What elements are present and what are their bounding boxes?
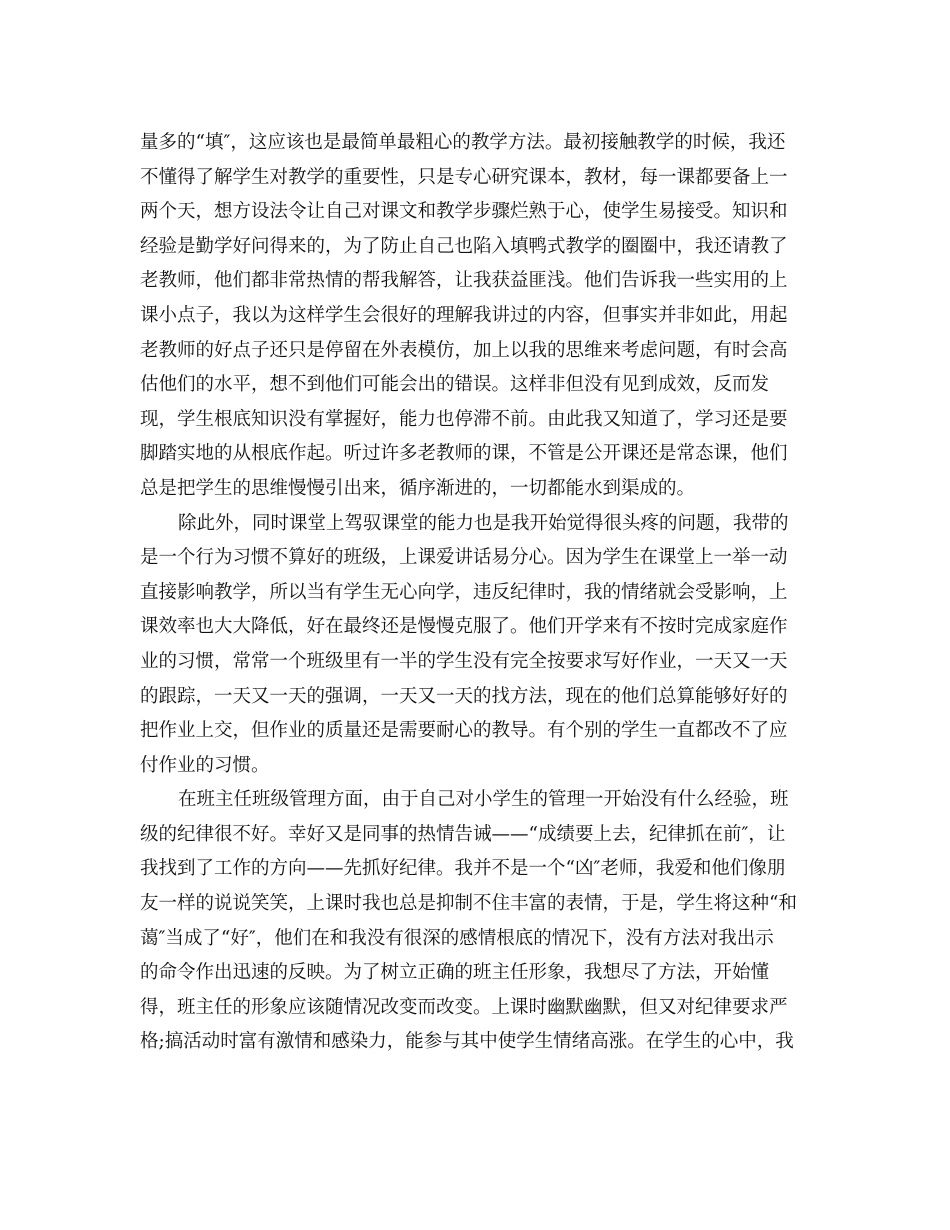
text-line: 的跟踪，一天又一天的强调，一天又一天的找方法，现在的他们总算能够好好的 <box>140 685 788 707</box>
text-line: 业的习惯，常常一个班级里有一半的学生没有完全按要求写好作业，一天又一天 <box>140 650 788 672</box>
paragraph-first-line: 除此外，同时课堂上驾驭课堂的能力也是我开始觉得很头疼的问题，我带的 <box>178 512 789 534</box>
text-line: 的命令作出迅速的反映。为了树立正确的班主任形象，我想尽了方法，开始懂 <box>140 962 770 984</box>
text-line: 老教师，他们都非常热情的帮我解答，让我获益匪浅。他们告诉我一些实用的上 <box>140 270 788 292</box>
text-line: 经验是勤学好问得来的，为了防止自己也陷入填鸭式教学的圈圈中，我还请教了 <box>140 235 788 257</box>
text-line: 两个天，想方设法令让自己对课文和教学步骤烂熟于心，使学生易接受。知识和 <box>140 201 788 223</box>
text-line: 估他们的水平，想不到他们可能会出的错误。这样非但没有见到成效，反而发 <box>140 374 770 396</box>
text-line: 量多的“填″，这应该也是最简单最粗心的教学方法。最初接触教学的时候，我还 <box>140 132 786 153</box>
text-line: 友一样的说说笑笑，上课时我也总是抑制不住丰富的表情，于是，学生将这种“和 <box>140 893 797 915</box>
text-line: 格;搞活动时富有激情和感染力，能参与其中使学生情绪高涨。在学生的心中，我 <box>140 1031 794 1053</box>
text-line: 付作业的习惯。 <box>140 754 270 776</box>
paragraph-first-line: 在班主任班级管理方面，由于自己对小学生的管理一开始没有什么经验，班 <box>178 789 789 811</box>
text-line: 现，学生根底知识没有掌握好，能力也停滞不前。由此我又知道了，学习还是要 <box>140 408 788 430</box>
text-line: 总是把学生的思维慢慢引出来，循序渐进的，一切都能水到渠成的。 <box>140 477 696 499</box>
text-line: 级的纪律很不好。幸好又是同事的热情告诫——“成绩要上去，纪律抓在前″，让 <box>140 823 786 845</box>
text-line: 蔼″当成了“好″，他们在和我没有很深的感情根底的情况下，没有方法对我出示 <box>140 927 774 949</box>
text-line: 直接影响教学，所以当有学生无心向学，违反纪律时，我的情绪就会受影响，上 <box>140 581 788 603</box>
text-line: 课小点子，我以为这样学生会很好的理解我讲过的内容，但事实并非如此，用起 <box>140 304 788 326</box>
text-line: 老教师的好点子还只是停留在外表模仿，加上以我的思维来考虑问题，有时会高 <box>140 339 788 361</box>
text-line: 脚踏实地的从根底作起。听过许多老教师的课，不管是公开课还是常态课，他们 <box>140 443 788 465</box>
text-line: 得，班主任的形象应该随情况改变而改变。上课时幽默幽默，但又对纪律要求严 <box>140 996 788 1018</box>
text-line: 我找到了工作的方向——先抓好纪律。我并不是一个“凶″老师，我爱和他们像朋 <box>140 858 786 880</box>
text-line: 不懂得了解学生对教学的重要性，只是专心研究课本，教材，每一课都要备上一 <box>140 166 788 188</box>
text-line: 把作业上交，但作业的质量还是需要耐心的教导。有个别的学生一直都改不了应 <box>140 720 788 742</box>
body-text <box>140 126 810 1060</box>
text-line: 是一个行为习惯不算好的班级，上课爱讲话易分心。因为学生在课堂上一举一动 <box>140 547 788 569</box>
text-line: 课效率也大大降低，好在最终还是慢慢克服了。他们开学来有不按时完成家庭作 <box>140 616 788 638</box>
